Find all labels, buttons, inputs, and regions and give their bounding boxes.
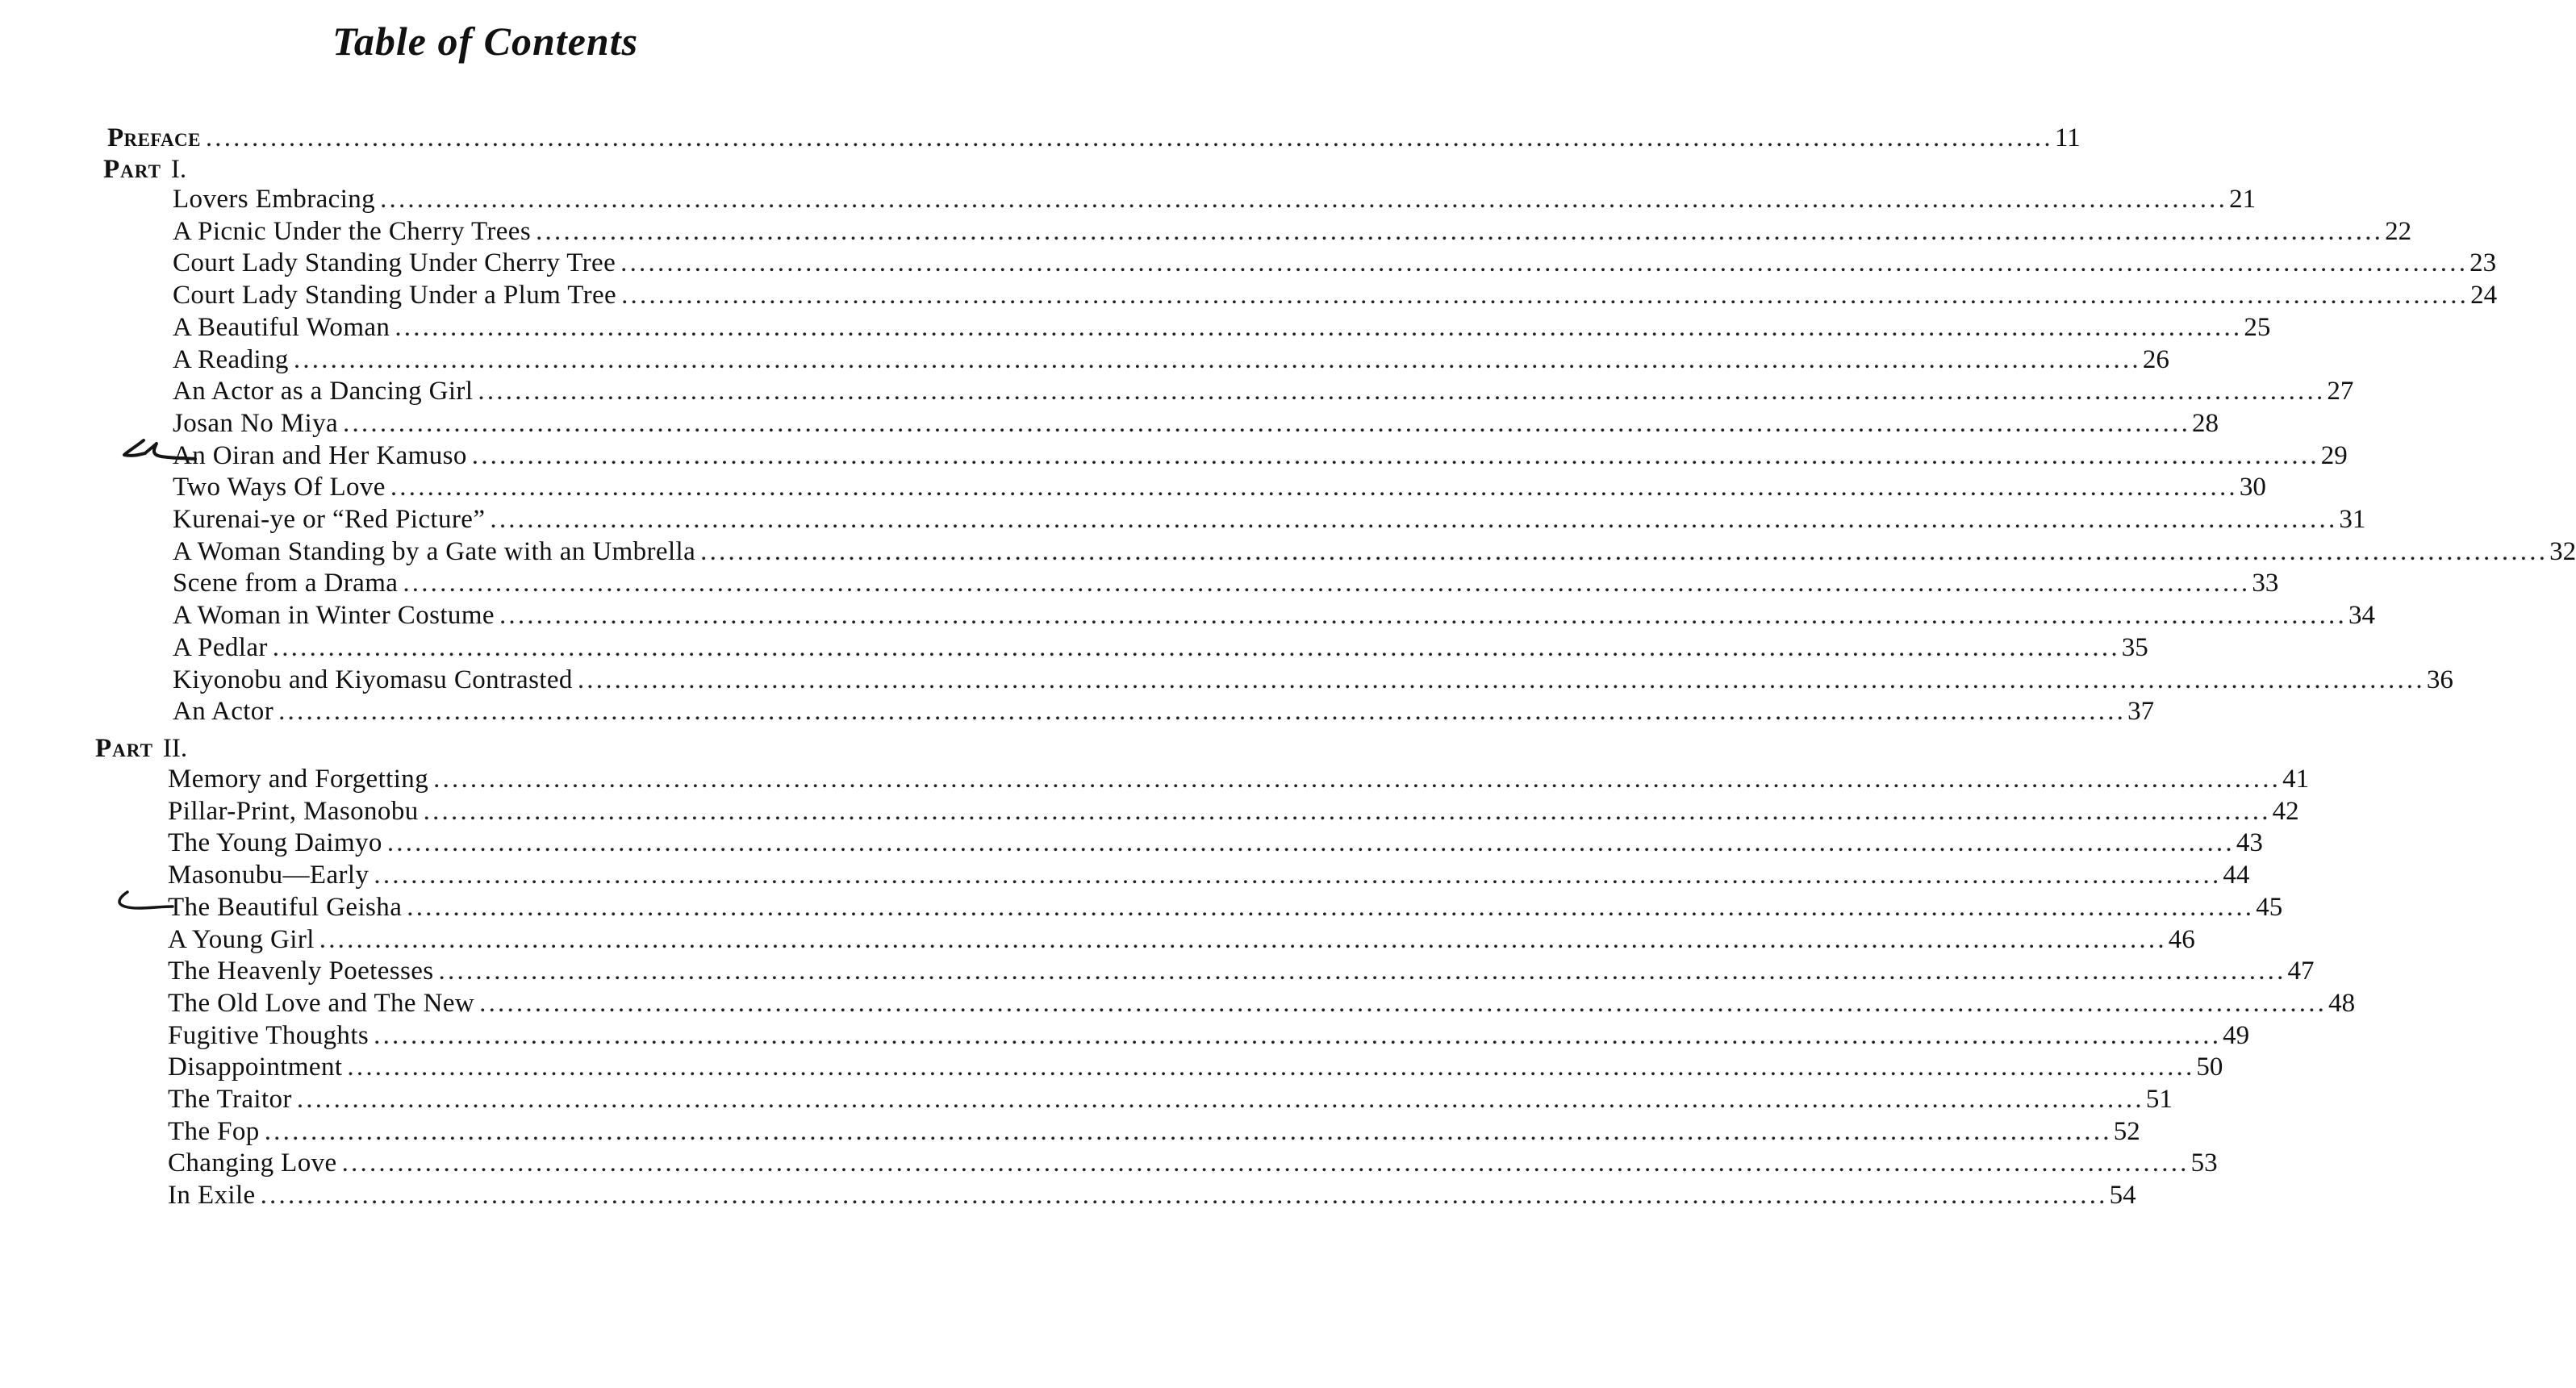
dot-leader: ........................................................................................................................................................................................................ [374, 1021, 2222, 1050]
part-heading-2 [95, 732, 187, 766]
toc-entry[interactable] [168, 890, 2283, 925]
toc-entry-page: 43 [2236, 828, 2263, 857]
toc-entry-title: Masonubu—Early [168, 861, 369, 890]
toc-entry[interactable] [173, 439, 2348, 473]
toc-entry[interactable] [173, 246, 2497, 281]
toc-entry-page: 27 [2327, 377, 2354, 406]
dot-leader: ........................................................................................................................................................................................................ [374, 861, 2222, 890]
dot-leader: ........................................................................................................................................................................................................ [278, 697, 2127, 726]
handwritten-checkmark-icon [115, 889, 175, 916]
dot-leader: ........................................................................................................................................................................................................ [620, 248, 2469, 277]
toc-entry-title: A Pedlar [173, 633, 268, 662]
toc-entry-page: 26 [2142, 345, 2169, 374]
dot-leader: ........................................................................................................................................................................................................ [536, 217, 2384, 246]
toc-entry-page: 34 [2348, 601, 2375, 630]
toc-entry-page: 41 [2282, 765, 2310, 794]
toc-entry-page: 49 [2223, 1021, 2250, 1050]
dot-leader: ........................................................................................................................................................................................................ [260, 1181, 2108, 1210]
toc-entry-title: The Beautiful Geisha [168, 893, 403, 922]
toc-entry[interactable] [168, 1050, 2223, 1085]
toc-entry[interactable] [173, 470, 2266, 505]
toc-entry[interactable] [168, 923, 2195, 957]
toc-entry[interactable] [173, 694, 2155, 729]
toc-entry-page: 30 [2239, 473, 2266, 502]
dot-leader: ........................................................................................................................................................................................................ [407, 893, 2255, 922]
dot-leader: ........................................................................................................................................................................................................ [347, 1052, 2195, 1082]
dot-leader: ........................................................................................................................................................................................................ [700, 537, 2549, 566]
dot-leader: ........................................................................................................................................................................................................ [380, 185, 2228, 214]
toc-entry[interactable] [168, 1082, 2173, 1117]
toc-entry-title: The Young Daimyo [168, 828, 382, 857]
toc-entry[interactable] [173, 631, 2148, 665]
toc-entry-title: An Actor [173, 697, 274, 726]
toc-entry-page: 45 [2256, 893, 2283, 922]
toc-entry[interactable] [173, 182, 2257, 217]
toc-entry-title: A Young Girl [168, 925, 315, 954]
toc-entry-title: The Fop [168, 1117, 260, 1146]
dot-leader: ........................................................................................................................................................................................................ [490, 505, 2338, 534]
toc-entry[interactable] [173, 535, 2576, 569]
toc-entry-page: 21 [2229, 185, 2257, 214]
toc-entry-title: The Heavenly Poetesses [168, 957, 434, 986]
toc-entry-title: A Picnic Under the Cherry Trees [173, 217, 532, 246]
toc-entry-title: Fugitive Thoughts [168, 1021, 369, 1050]
dot-leader: ........................................................................................................................................................................................................ [433, 765, 2282, 794]
toc-entry[interactable] [168, 826, 2263, 861]
toc-entry-title: Lovers Embracing [173, 185, 376, 214]
toc-entry-page: 36 [2426, 665, 2453, 694]
toc-entry-title: Changing Love [168, 1148, 337, 1178]
dot-leader: ........................................................................................................................................................................................................ [478, 377, 2326, 406]
toc-entry-page: 47 [2287, 957, 2315, 986]
toc-entry-page: 11 [2054, 123, 2081, 152]
dot-leader: ........................................................................................................................................................................................................ [499, 601, 2347, 630]
toc-entry-page: 22 [2385, 217, 2412, 246]
toc-entry[interactable] [173, 406, 2219, 441]
dot-leader: ........................................................................................................................................................................................................ [390, 473, 2238, 502]
toc-entry[interactable] [173, 663, 2453, 698]
toc-entry[interactable] [173, 215, 2412, 249]
toc-entry-title: A Beautiful Woman [173, 313, 390, 342]
dot-leader: ........................................................................................................................................................................................................ [205, 123, 2053, 152]
toc-entry-title: A Reading [173, 345, 289, 374]
toc-entry-title: Two Ways Of Love [173, 473, 386, 502]
toc-entry-title: Kurenai-ye or “Red Picture” [173, 505, 486, 534]
toc-entry-title: A Woman in Winter Costume [173, 601, 495, 630]
toc-entry-page: 33 [2252, 569, 2279, 598]
toc-entry[interactable] [173, 311, 2271, 345]
toc-entry-title: A Woman Standing by a Gate with an Umbrella [173, 537, 696, 566]
dot-leader: ........................................................................................................................................................................................................ [386, 828, 2235, 857]
toc-entry-page: 23 [2470, 248, 2497, 277]
toc-entry[interactable] [168, 1019, 2250, 1053]
dot-leader: ........................................................................................................................................................................................................ [272, 633, 2120, 662]
toc-entry-title: Memory and Forgetting [168, 765, 429, 794]
page-title: Table of Contents [332, 19, 639, 64]
dot-leader: ........................................................................................................................................................................................................ [438, 957, 2286, 986]
dot-leader: ........................................................................................................................................................................................................ [343, 409, 2191, 438]
toc-entry-title: Preface [107, 123, 201, 152]
toc-entry-page: 25 [2244, 313, 2271, 342]
toc-entry[interactable] [173, 566, 2279, 601]
toc-entry[interactable] [168, 858, 2250, 893]
dot-leader: ........................................................................................................................................................................................................ [319, 925, 2167, 954]
toc-entry-page: 29 [2320, 441, 2348, 470]
toc-entry-title: An Oiran and Her Kamuso [173, 441, 467, 470]
toc-entry[interactable] [168, 1146, 2218, 1181]
toc-entry-title: Pillar-Print, Masonobu [168, 797, 419, 826]
toc-entry[interactable] [168, 954, 2315, 989]
toc-entry[interactable] [173, 278, 2498, 313]
toc-entry-title: Court Lady Standing Under Cherry Tree [173, 248, 616, 277]
toc-entry-page: 35 [2121, 633, 2148, 662]
toc-entry-page: 51 [2145, 1085, 2173, 1114]
dot-leader: ........................................................................................................................................................................................................ [341, 1148, 2190, 1178]
handwritten-checkmark-icon [121, 436, 198, 468]
toc-entry-page: 37 [2127, 697, 2155, 726]
dot-leader: ........................................................................................................................................................................................................ [395, 313, 2243, 342]
toc-entry-page: 31 [2339, 505, 2366, 534]
toc-entry-title: Scene from a Drama [173, 569, 399, 598]
part-numeral: I. [170, 155, 187, 184]
toc-entry-title: Court Lady Standing Under a Plum Tree [173, 281, 617, 310]
toc-entry-title: Kiyonobu and Kiyomasu Contrasted [173, 665, 573, 694]
toc-entry-page: 50 [2196, 1052, 2223, 1082]
toc-entry-title: Disappointment [168, 1052, 343, 1082]
dot-leader: ........................................................................................................................................................................................................ [479, 989, 2328, 1018]
toc-entry-page: 42 [2272, 797, 2299, 826]
part-label: Part [95, 734, 153, 763]
toc-entry[interactable] [168, 762, 2310, 797]
toc-entry-preface[interactable] [107, 121, 2081, 156]
dot-leader: ........................................................................................................................................................................................................ [577, 665, 2425, 694]
dot-leader: ........................................................................................................................................................................................................ [293, 345, 2141, 374]
toc-entry[interactable] [168, 1115, 2140, 1149]
toc-entry-page: 32 [2549, 537, 2576, 566]
toc-entry-page: 28 [2192, 409, 2219, 438]
part-label: Part [103, 155, 161, 184]
toc-entry-page: 44 [2223, 861, 2250, 890]
dot-leader: ........................................................................................................................................................................................................ [621, 281, 2470, 310]
toc-entry[interactable] [173, 374, 2354, 409]
toc-entry-page: 24 [2470, 281, 2498, 310]
dot-leader: ........................................................................................................................................................................................................ [264, 1117, 2112, 1146]
dot-leader: ........................................................................................................................................................................................................ [423, 797, 2271, 826]
toc-entry-title: The Old Love and The New [168, 989, 475, 1018]
toc-entry[interactable] [168, 794, 2299, 829]
toc-entry[interactable] [168, 986, 2356, 1021]
dot-leader: ........................................................................................................................................................................................................ [471, 441, 2319, 470]
toc-entry-title: The Traitor [168, 1085, 292, 1114]
toc-entry-page: 46 [2168, 925, 2195, 954]
dot-leader: ........................................................................................................................................................................................................ [296, 1085, 2144, 1114]
toc-entry[interactable] [173, 598, 2375, 633]
part-numeral: II. [162, 734, 188, 763]
toc-entry[interactable] [173, 502, 2366, 537]
toc-entry-page: 48 [2328, 989, 2356, 1018]
toc-entry-title: In Exile [168, 1181, 256, 1210]
toc-entry-page: 52 [2113, 1117, 2140, 1146]
toc-entry-page: 53 [2190, 1148, 2218, 1178]
toc-entry-page: 54 [2109, 1181, 2136, 1210]
toc-entry-title: An Actor as a Dancing Girl [173, 377, 474, 406]
toc-entry[interactable] [173, 343, 2169, 377]
toc-entry-title: Josan No Miya [173, 409, 339, 438]
dot-leader: ........................................................................................................................................................................................................ [403, 569, 2251, 598]
toc-entry[interactable] [168, 1178, 2136, 1213]
